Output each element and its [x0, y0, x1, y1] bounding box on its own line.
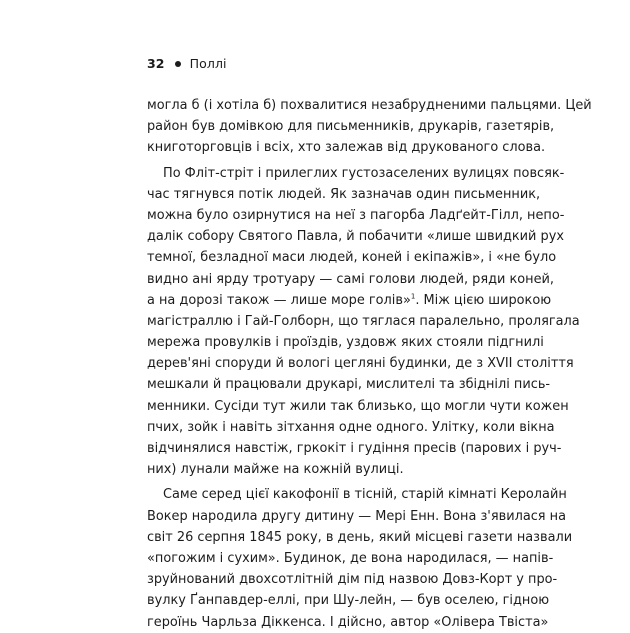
text-line: Саме серед цієї какофонії в тісній, старій кімнаті Керолайн — [163, 487, 567, 503]
text-line: книготорговців і всіх, хто залежав від друкованого слова. — [147, 140, 546, 156]
text-line: вулку Ґанпавдер-еллі, при Шу-лейн, — був оселею, гідною — [147, 593, 550, 609]
running-head — [147, 56, 227, 71]
text-line: район був домівкою для письменників, друкарів, газетярів, — [147, 119, 555, 135]
text-line: зруйнований двохсотлітній дім під назвою Довз-Корт у про- — [147, 572, 558, 588]
text-line: мешкали й працювали друкарі, мислителі та збіднілі пись- — [147, 377, 551, 393]
text-line: пчих, зойк і навіть зітхання одне одного. Улітку, коли вікна — [147, 419, 555, 435]
page-number: 32 — [147, 56, 165, 71]
text-line: По Фліт-стріт і прилеглих густозаселених вулицях повсяк- — [163, 165, 565, 181]
text-line: Вокер народила другу дитину — Мері Енн. Вона з'явилася на — [147, 508, 566, 524]
text-line: дерев'яні споруди й вологі цегляні будинки, де з XVII століття — [147, 356, 574, 372]
text-line: менники. Сусіди тут жили так близько, що могли чути кожен — [147, 398, 569, 414]
text-line: героїнь Чарльза Діккенса. І дійсно, автор «Олівера Твіста» — [147, 614, 549, 630]
text-line: можна було озирнутися на неї з пагорба Ладґейт-Гілл, непо- — [147, 207, 565, 223]
footnote-marker[interactable]: 1 — [410, 292, 416, 301]
text-line: темної, безладної маси людей, коней і екіпажів», і «не було — [147, 250, 557, 266]
text-line: могла б (і хотіла б) похвалитися незабрудненими пальцями. Цей — [147, 98, 592, 113]
body-text — [147, 95, 592, 633]
text-line: «погожим і сухим». Будинок, де вона народилася, — напів- — [147, 550, 554, 566]
text-line: далік собору Святого Павла, й побачити «лише швидкий рух — [147, 229, 564, 245]
text-segment: а на дорозі також — лише море голів» — [147, 292, 411, 308]
text-line: мережа провулків і проїздів, уздовж яких стояли підгнилі — [147, 335, 544, 351]
bullet-separator — [175, 61, 181, 67]
text-segment: . Між цією широкою — [415, 292, 552, 308]
text-line: відчинялися навстіж, гркокіт і гудіння пресів (парових і руч- — [147, 441, 562, 456]
text-line-with-footnote — [147, 290, 552, 311]
text-line: час тягнувся потік людей. Як зазначав один письменник, — [147, 186, 541, 202]
text-line: магістраллю і Гай-Голборн, що тяглася паралельно, пролягала — [147, 313, 580, 329]
text-line: видно ані ярду тротуару — самі голови людей, ряди коней, — [147, 271, 554, 287]
text-line: них) лунали майже на кожній вулиці. — [147, 462, 404, 478]
running-title: Поллі — [189, 56, 227, 71]
text-line: світ 26 серпня 1845 року, в день, який місцеві газети назвали — [147, 529, 573, 545]
